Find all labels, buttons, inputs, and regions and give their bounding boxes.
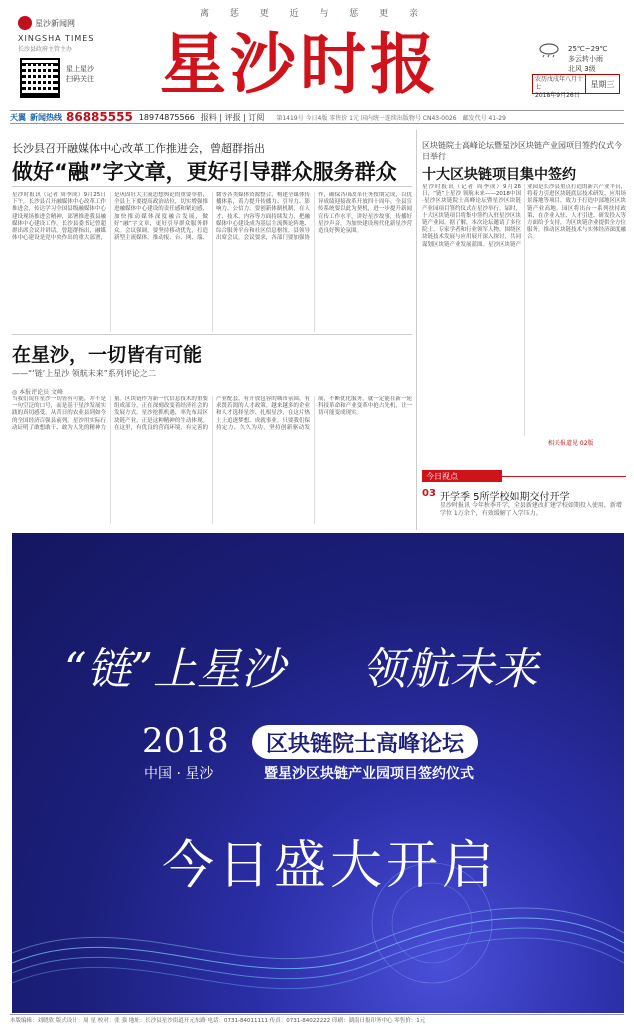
- column-divider: [416, 130, 417, 530]
- logo-icon: [18, 16, 32, 30]
- cloud-rain-icon: [538, 42, 560, 58]
- date-box: [532, 74, 620, 99]
- weekday: 星期三: [585, 75, 619, 93]
- preview-number: 03: [422, 488, 436, 499]
- byline: ◎ 本报评论员 文峰: [12, 389, 64, 396]
- divider: [12, 334, 412, 335]
- preview-title[interactable]: 开学季 5所学校如期交付开学: [440, 492, 570, 503]
- right-body: 星沙时报讯（记者 周季成）9月26日，“链”上星沙 领航未来——2018中国·星沙区块链院士高峰论坛暨星沙区块链产业园项目签约仪式在星沙举行。届时，十大区块链项目将集中签约入驻星沙区块链产业园。据了解，本次论坛邀请了多位院士、专家学者和行业领军人物，围绕区块链技术发展与应用展开深入探讨，共同谋划区块链产业发展蓝图。星沙区块链产业园是长沙县重点打造的新兴产业平台，将着力引进区块链底层技术研发、应用场景落地等项目，致力于打造中部地区区块链产业高地。园区将出台一系列扶持政策，在企业入驻、人才引进、研发投入等方面给予支持，为区块链企业提供全方位服务，推动区块链技术与实体经济深度融合。: [422, 184, 626, 248]
- logo-sub: XINGSHA TIMES: [18, 34, 95, 43]
- second-body: 当我们说在星沙一切皆有可能，并不是一句空泛的口号，而是基于星沙发展实践的真切感受。从昔日的农业县到如今的全国经济百强县前列，星沙用实际行动证明了敢想敢干、敢为人先的精神力量。区块链作为新一代信息技术的重要组成部分，正在深刻改变着经济社会的发展方式。星沙抢抓机遇，率先布局区块链产业，正是这种精神的生动体现。在这里，有优良的营商环境，有完善的产业配套，有开放包容的城市氛围，有求贤若渴的人才政策。越来越多的企业和人才选择星沙、扎根星沙，在这片热土上追逐梦想、成就事业。只要我们保持定力、久久为功，坚持创新驱动发展，不断优化服务，就一定能在新一轮科技革命和产业变革中抢占先机，让一切可能变成现实。: [12, 396, 412, 431]
- ad-forum-title: 区块链院士高峰论坛: [252, 725, 478, 759]
- see-also-link[interactable]: 相关报道见 02版: [548, 440, 594, 447]
- divider: [12, 186, 412, 187]
- ad-slogan-right: 领航未来: [362, 644, 538, 695]
- preview-label: 今日视点: [422, 470, 502, 482]
- ad-year: 2018: [142, 721, 229, 761]
- preview-text: 星沙时报讯 今年秋季开学，全县新建改扩建学校如期投入使用，新增学位 1万余个，有效缓解了入学压力。: [440, 502, 622, 517]
- weather-desc: 多云转小雨: [568, 55, 603, 63]
- right-headline[interactable]: 十大区块链项目集中签约: [422, 167, 576, 183]
- second-subtitle: ——“‘链’上星沙 领航未来”系列评论之二: [12, 369, 156, 378]
- hotline-mobile[interactable]: 18974875566: [138, 112, 195, 122]
- preview-rule: [502, 476, 626, 477]
- newspaper-title: 星沙时报: [160, 25, 440, 103]
- second-headline[interactable]: 在星沙，一切皆有可能: [12, 344, 203, 366]
- postal-code: 邮发代号 41-29: [462, 114, 506, 122]
- footer: 本版编辑：刘晓欣 版式设计：周 星 校对：张 强 地址：长沙县星沙街道开元东路 电话：0731-84011111 传真：0731-84022222 印刷：湖南日报印务中心 零售价：1元: [10, 1014, 624, 1024]
- lunar-date: 农历戊戌年八月十七: [535, 76, 584, 91]
- qr-label: [66, 64, 126, 84]
- hotline-label: 新闻热线: [30, 112, 62, 122]
- hotline-links[interactable]: 报料 | 评报 | 订阅: [200, 112, 265, 122]
- logo-name: 星沙新闻网: [35, 18, 75, 28]
- issue-info: 第1419号 今日4版 零售价 1元 国内统一连续出版物号 CN43-0026: [276, 114, 457, 122]
- ad-subtitle: 暨星沙区块链产业园项目签约仪式: [264, 766, 474, 782]
- lead-kicker: 长沙县召开融媒体中心改革工作推进会，曾超群指出: [12, 142, 265, 155]
- right-kicker: 区块链院士高峰论坛暨星沙区块链产业园项目签约仪式今日举行: [422, 141, 622, 161]
- hotline-brand: 天翼: [10, 112, 26, 122]
- site-logo[interactable]: [18, 14, 128, 32]
- ad-big-text: 今日盛大开启: [162, 836, 499, 896]
- ad-slogan-left: “链”上星沙: [64, 644, 285, 695]
- weather-info: [568, 44, 607, 74]
- temperature: 25℃~29℃: [568, 45, 608, 53]
- ad-place: 中国 · 星沙: [144, 766, 214, 782]
- logo-caption: 长沙县政府主管主办: [18, 46, 73, 53]
- hotline-bar: [10, 110, 624, 124]
- qr-code-icon[interactable]: [20, 58, 60, 98]
- hotline-number[interactable]: 86885555: [66, 110, 133, 124]
- solar-date: 2018年9月26日: [535, 92, 580, 99]
- lead-body: 星沙时报讯（记者 周季成）9月25日下午，长沙县召开融媒体中心改革工作推进会，传达学习全国县级融媒体中心建设现场推进会精神，部署推进我县融媒体中心建设工作。长沙县委书记曾超群出席会议并讲话。曾超群指出，融媒体中心建设是党中央作出的重大部署，是巩固壮大主流思想舆论的重要举措，全县上下要提高政治站位，切实增强推进融媒体中心建设的责任感和紧迫感，加快推动媒体深度融合发展，做好“融”字文章，更好引导群众服务群众。会议强调，要坚持移动优先，打造新型主流媒体，推动报、台、网、端、微等各类媒体资源整合，构建全媒体传播体系，着力提升传播力、引导力、影响力、公信力。要创新体制机制，在人才、技术、内容等方面持续发力，把融媒体中心建设成为基层主流舆论阵地、综合服务平台和社区信息枢纽。县领导出席会议。会议要求，各部门要加强协作，确保各项改革任务按期完成，以优异成绩迎接改革开放四十周年。全县宣传系统要以此为契机，进一步提升新闻宣传工作水平，讲好星沙故事，传播好星沙声音，为加快建设现代化新星沙营造良好舆论氛围。: [12, 192, 412, 242]
- wind: 北风 3级: [568, 65, 596, 73]
- qr-label-2: 扫码关注: [66, 75, 94, 83]
- qr-label-1: 星上星沙: [66, 65, 94, 73]
- forum-advertisement[interactable]: [12, 533, 624, 1013]
- masthead-slogan: 离 惩 更 近 与 惩 更 亲: [200, 9, 428, 19]
- lead-headline[interactable]: 做好“融”字文章，更好引导群众服务群众: [12, 160, 397, 184]
